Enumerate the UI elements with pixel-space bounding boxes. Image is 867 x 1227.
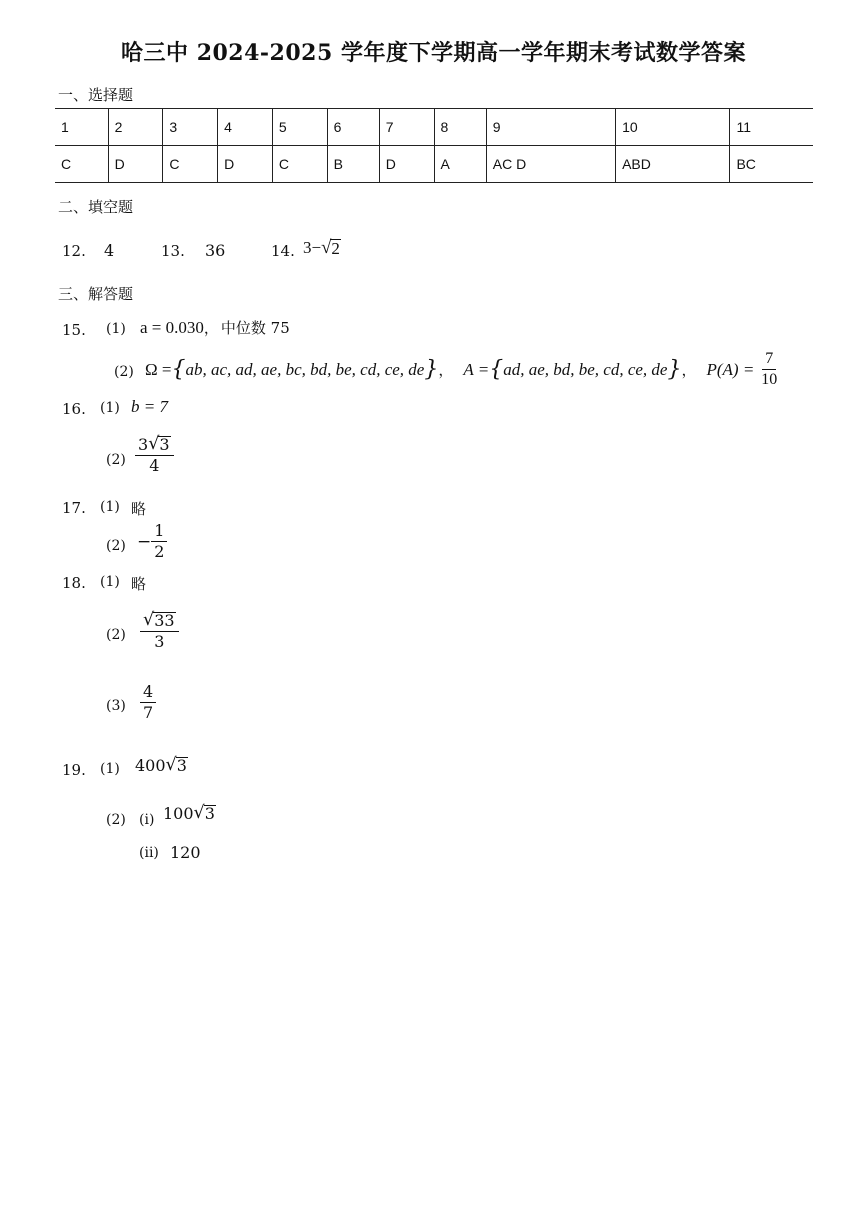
numerator: 4 [140, 683, 156, 703]
math-expression: b = 7 [131, 397, 168, 416]
question-number: 18. [62, 574, 86, 592]
part-label: (2) [114, 364, 134, 380]
left-brace-icon: { [171, 357, 186, 383]
table-cell: D [218, 146, 273, 183]
table-cell: C [55, 146, 108, 183]
question-number: 14. [271, 242, 295, 260]
omega-lhs: Ω = [145, 359, 172, 379]
radicand: 3 [204, 803, 215, 823]
radicand: 3 [159, 435, 170, 455]
question-number: 19. [62, 761, 86, 779]
table-cell: 10 [616, 109, 730, 146]
numerator [140, 611, 179, 632]
table-cell: 7 [379, 109, 434, 146]
table-cell: C [272, 146, 327, 183]
part-label: (1) [100, 499, 120, 515]
q19-part1-answer [135, 756, 188, 775]
question-number: 15. [62, 321, 86, 339]
fraction [140, 683, 156, 723]
denominator: 7 [143, 703, 154, 723]
fraction [151, 522, 167, 562]
numerator [135, 436, 174, 456]
table-cell: 11 [730, 109, 813, 146]
table-cell: C [163, 146, 218, 183]
table-cell: 5 [272, 109, 327, 146]
q17-part2-answer [137, 522, 167, 562]
median-text: 中位数 75 [220, 319, 290, 337]
table-cell: 9 [486, 109, 615, 146]
subpart-label: (ii) [139, 845, 159, 861]
table-cell: AC D [486, 146, 615, 183]
section-choice-heading: 一、选择题 [58, 86, 134, 104]
part-label: (2) [106, 538, 126, 554]
q19-part2ii-answer: 120 [170, 843, 201, 862]
question-number: 12. [62, 242, 86, 260]
sqrt-expression: √ 3 [148, 434, 170, 455]
table-cell: 6 [327, 109, 379, 146]
part-label: (3) [106, 698, 126, 714]
part-label: (1) [106, 321, 126, 337]
fill-answer-14 [303, 238, 341, 258]
q15-part1-answer [140, 317, 290, 338]
q16-part2-answer [135, 436, 174, 476]
coefficient: 3 [138, 435, 149, 454]
coefficient: 100 [163, 804, 194, 823]
probability-lhs: P(A) = [706, 359, 755, 379]
sqrt-expression: √ 33 [143, 610, 175, 630]
event-lhs: A = [463, 359, 490, 379]
denominator: 2 [154, 542, 165, 562]
part-label: (1) [100, 574, 120, 590]
fill-answer: 4 [104, 241, 115, 260]
right-brace-icon: } [667, 357, 682, 383]
table-cell: B [327, 146, 379, 183]
table-cell: ABD [616, 146, 730, 183]
choice-answer-table [55, 108, 813, 183]
question-number: 13. [161, 242, 185, 260]
math-expression: a = 0.030 [140, 317, 204, 337]
table-cell: 4 [218, 109, 273, 146]
denominator: 4 [149, 456, 160, 476]
q18-part3-answer [140, 683, 156, 723]
sqrt-expression: √ 3 [165, 754, 187, 775]
sqrt-expression: √ 3 [193, 802, 215, 823]
numerator: 1 [151, 522, 167, 542]
fill-answer: 36 [205, 241, 226, 260]
table-cell: BC [730, 146, 813, 183]
table-cell: 8 [434, 109, 486, 146]
question-number: 16. [62, 400, 86, 418]
radicand: 2 [331, 238, 340, 258]
page-title: 哈三中 2024-2025 学年度下学期高一学年期末考试数学答案 [121, 40, 746, 66]
separator: ， [438, 363, 454, 380]
subpart-label: (i) [139, 812, 155, 828]
fraction [140, 611, 179, 651]
part-label: (2) [106, 452, 126, 468]
radicand: 33 [154, 611, 175, 630]
table-cell: 2 [108, 109, 163, 146]
q15-part2-answer [145, 350, 780, 390]
separator: ， [681, 363, 697, 380]
table-row-numbers [55, 109, 813, 146]
part-label: (2) [106, 812, 126, 828]
coefficient: 400 [135, 756, 166, 775]
math-text: 3− [303, 238, 322, 257]
minus-sign: − [137, 531, 152, 552]
event-set: ad, ae, bd, be, cd, ce, de [503, 359, 668, 379]
numerator: 7 [762, 350, 776, 370]
left-brace-icon: { [489, 357, 504, 383]
separator: ， [203, 319, 219, 337]
right-brace-icon: } [424, 357, 439, 383]
section-fill-heading: 二、填空题 [58, 198, 134, 216]
table-cell: 3 [163, 109, 218, 146]
table-cell: A [434, 146, 486, 183]
denominator: 3 [154, 631, 165, 651]
omitted-text: 略 [131, 500, 147, 518]
table-cell: D [108, 146, 163, 183]
radicand: 3 [176, 755, 187, 775]
part-label: (2) [106, 627, 126, 643]
table-row-answers [55, 146, 813, 183]
question-number: 17. [62, 499, 86, 517]
part-label: (1) [100, 761, 120, 777]
table-cell: D [379, 146, 434, 183]
section-solve-heading: 三、解答题 [58, 285, 134, 303]
part-label: (1) [100, 400, 120, 416]
omitted-text: 略 [131, 575, 147, 593]
denominator: 10 [761, 371, 778, 389]
table-cell: 1 [55, 109, 108, 146]
fraction [135, 436, 174, 476]
sqrt-expression: √ 2 [321, 236, 340, 258]
q18-part2-answer [140, 611, 179, 651]
fraction [758, 350, 780, 390]
q19-part2i-answer [163, 804, 216, 823]
omega-set: ab, ac, ad, ae, bc, bd, be, cd, ce, de [185, 359, 425, 379]
